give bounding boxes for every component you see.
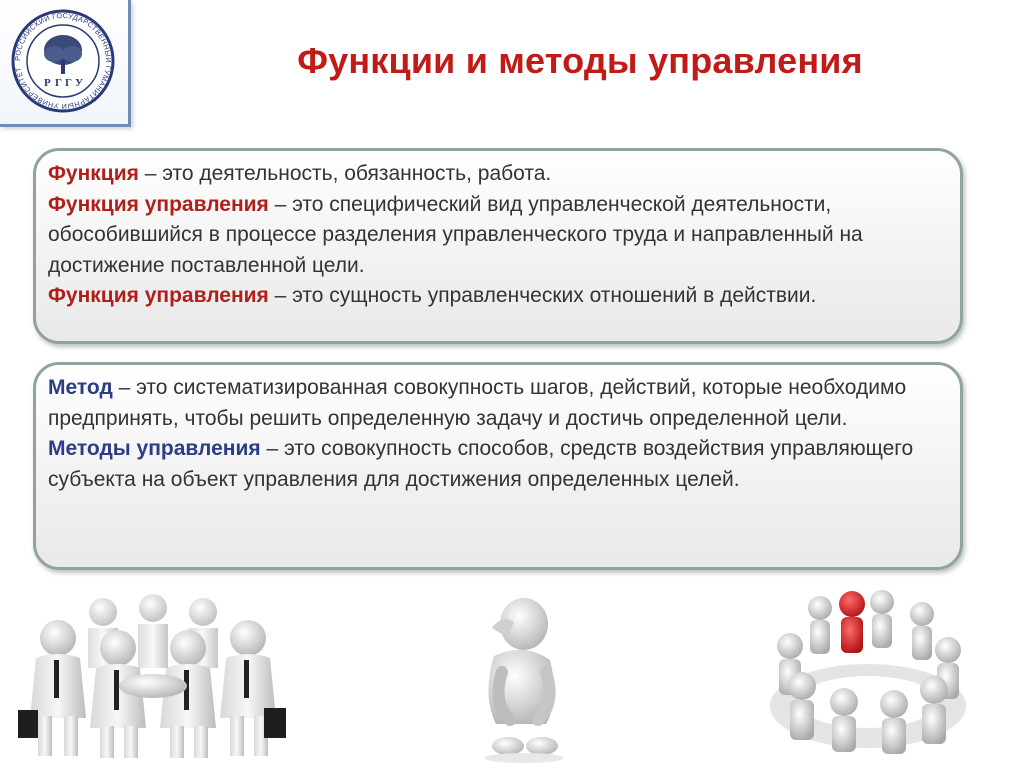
definition-text: – это систематизированная совокупность шагов, действий, которые необходимо предпринять, чтобы решить определенную задачу и достичь определенной цели. bbox=[48, 376, 907, 430]
sad-sitting-figure-icon bbox=[468, 596, 578, 764]
logo-letter: Р bbox=[44, 77, 51, 89]
term: Функция управления bbox=[48, 192, 269, 216]
university-logo bbox=[0, 0, 131, 127]
definition-text: – это специфический вид управленческой деятельности, обособившийся в процессе разделения управленческого труда и направленный на достижение поставленной цели. bbox=[48, 192, 863, 277]
page-title: Функции и методы управления bbox=[297, 40, 863, 81]
team-handshake-figures-icon bbox=[8, 590, 298, 760]
circle-meeting-red-leader-icon bbox=[762, 586, 974, 758]
method-definition-box bbox=[33, 362, 963, 570]
definition-paragraph bbox=[48, 373, 946, 434]
definition-paragraph bbox=[48, 281, 946, 312]
definition-text: – это сущность управленческих отношений в действии. bbox=[268, 284, 817, 307]
term: Функция bbox=[48, 162, 139, 185]
term: Функция управления bbox=[48, 284, 269, 307]
function-definition-box bbox=[33, 148, 963, 344]
term: Методы управления bbox=[48, 437, 261, 460]
definition-paragraph bbox=[48, 434, 946, 495]
logo-letter: Г bbox=[65, 77, 72, 89]
term: Метод bbox=[48, 376, 113, 399]
red-leader-figure bbox=[839, 591, 865, 653]
definition-paragraph bbox=[48, 159, 946, 190]
university-emblem-icon bbox=[4, 4, 122, 118]
definition-text: – это деятельность, обязанность, работа. bbox=[138, 162, 552, 185]
logo-letter: Г bbox=[55, 77, 62, 89]
logo-letter: У bbox=[75, 77, 84, 89]
definition-paragraph bbox=[48, 190, 946, 282]
logo-ring-text: РОССИЙСКИЙ ГОСУДАРСТВЕННЫЙ ГУМАНИТАРНЫЙ УНИВЕРСИТЕТ bbox=[12, 10, 114, 112]
definition-text: – это совокупность способов, средств воздействия управляющего субъекта на объект управления для достижения определенных целей. bbox=[48, 437, 914, 491]
